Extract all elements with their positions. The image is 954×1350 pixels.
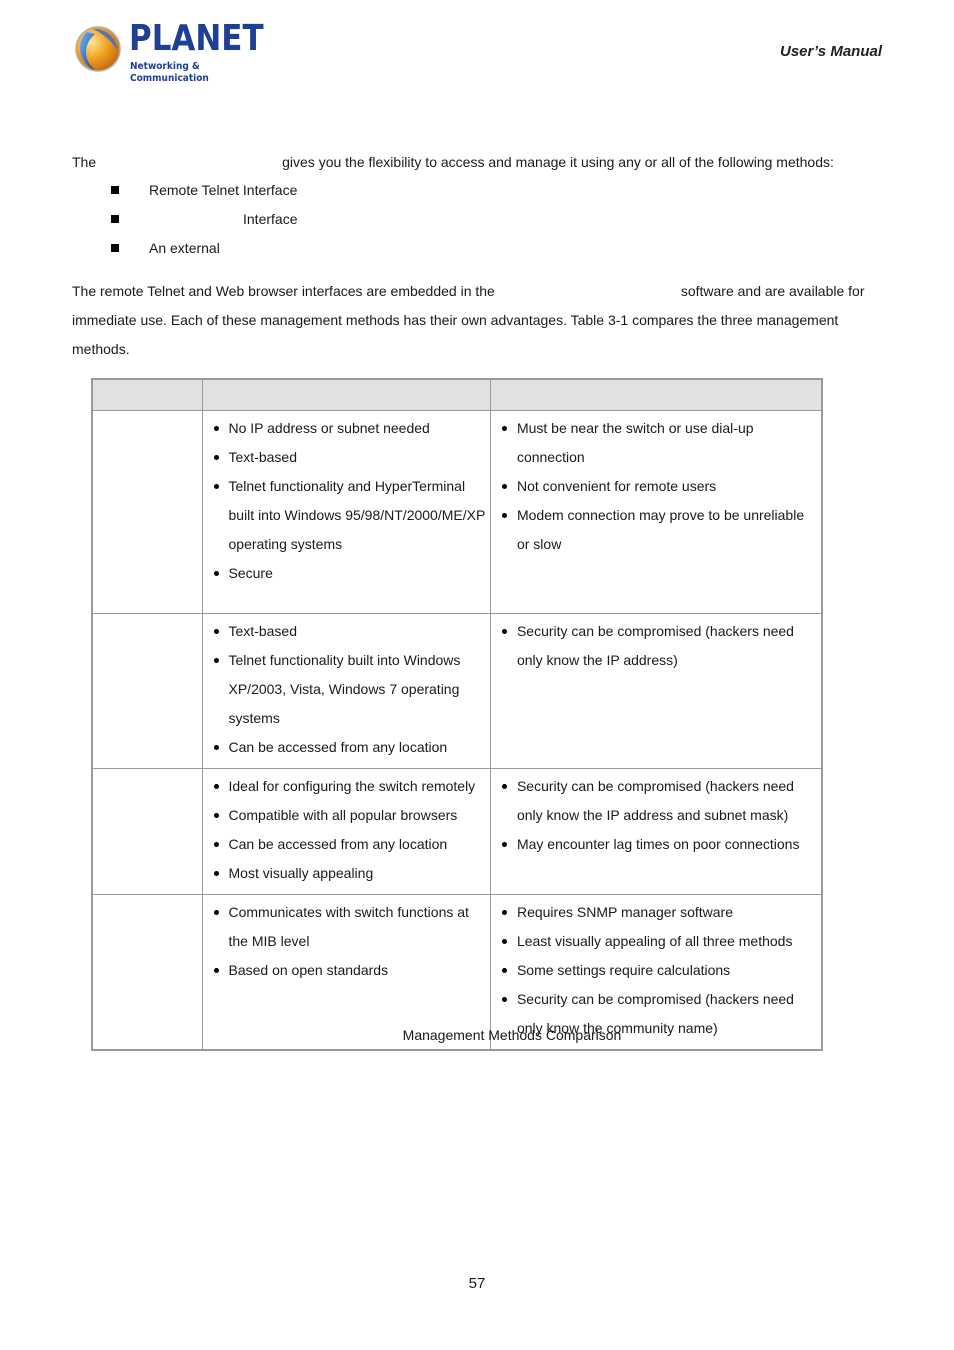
list-item: Not convenient for remote users (501, 472, 817, 501)
header-cell-disadvantages (490, 379, 822, 411)
list-item (110, 234, 297, 263)
square-bullet-icon (111, 186, 119, 194)
table-header-row (92, 379, 822, 411)
disadvantages-cell (490, 769, 822, 895)
list-item: Some settings require calculations (501, 956, 817, 985)
list-item: Telnet functionality and HyperTerminal built into Windows 95/98/NT/2000/ME/XP operating systems (213, 472, 486, 559)
list-item: Security can be compromised (hackers need only know the IP address) (501, 617, 817, 675)
list-item: No IP address or subnet needed (213, 414, 486, 443)
intro-text-start: The (72, 154, 97, 170)
table-row (92, 614, 822, 769)
list-item: Text-based (213, 617, 486, 646)
header-cell-method (92, 379, 202, 411)
list-item: Least visually appealing of all three methods (501, 927, 817, 956)
list-item: Text-based (213, 443, 486, 472)
list-item: Modem connection may prove to be unreliable or slow (501, 501, 817, 559)
table-row (92, 411, 822, 614)
globe-icon (73, 24, 123, 74)
brand-wordmark: PLANET (129, 18, 264, 59)
list-item: Most visually appealing (213, 859, 486, 888)
list-item: Can be accessed from any location (213, 733, 486, 762)
list-item: Security can be compromised (hackers need only know the IP address and subnet mask) (501, 772, 817, 830)
planet-logo (73, 18, 273, 84)
method-label: An external (149, 240, 220, 256)
list-item: May encounter lag times on poor connections (501, 830, 817, 859)
methods-list (110, 176, 297, 263)
intro-text-end: gives you the flexibility to access and manage it using any or all of the following methods: (282, 154, 834, 170)
list-item: Based on open standards (213, 956, 486, 985)
list-item (110, 176, 297, 205)
advantages-cell (202, 769, 490, 895)
method-cell (92, 769, 202, 895)
advantages-cell (202, 411, 490, 614)
paragraph-text-end: software and are available for immediate use. Each of these management methods has their own advantages. Table 3-1 compares the three management methods. (72, 283, 865, 357)
comparison-table (91, 378, 823, 1051)
square-bullet-icon (111, 244, 119, 252)
disadvantages-cell (490, 614, 822, 769)
list-item (110, 205, 297, 234)
method-cell (92, 411, 202, 614)
comparison-paragraph (72, 277, 884, 364)
header-cell-advantages (202, 379, 490, 411)
page-number: 57 (468, 1275, 486, 1292)
brand-tagline: Networking & Communication (130, 61, 209, 84)
table-row (92, 769, 822, 895)
list-item: Secure (213, 559, 486, 588)
advantages-cell (202, 614, 490, 769)
list-item: Ideal for configuring the switch remotely (213, 772, 486, 801)
paragraph-text-start: The remote Telnet and Web browser interfaces are embedded in the (72, 283, 495, 299)
method-cell (92, 614, 202, 769)
disadvantages-cell (490, 411, 822, 614)
list-item: Must be near the switch or use dial-up connection (501, 414, 817, 472)
manual-title: User’s Manual (780, 43, 882, 60)
list-item: Requires SNMP manager software (501, 898, 817, 927)
square-bullet-icon (111, 215, 119, 223)
list-item: Security can be compromised (hackers need only know the community name) (501, 985, 817, 1043)
method-label: Interface (243, 211, 298, 227)
list-item: Can be accessed from any location (213, 830, 486, 859)
list-item: Communicates with switch functions at the MIB level (213, 898, 486, 956)
list-item: Telnet functionality built into Windows XP/2003, Vista, Windows 7 operating systems (213, 646, 486, 733)
table-caption: Management Methods Comparison (402, 1027, 622, 1043)
intro-paragraph (72, 148, 834, 177)
list-item: Compatible with all popular browsers (213, 801, 486, 830)
method-label: Remote Telnet Interface (149, 182, 298, 198)
